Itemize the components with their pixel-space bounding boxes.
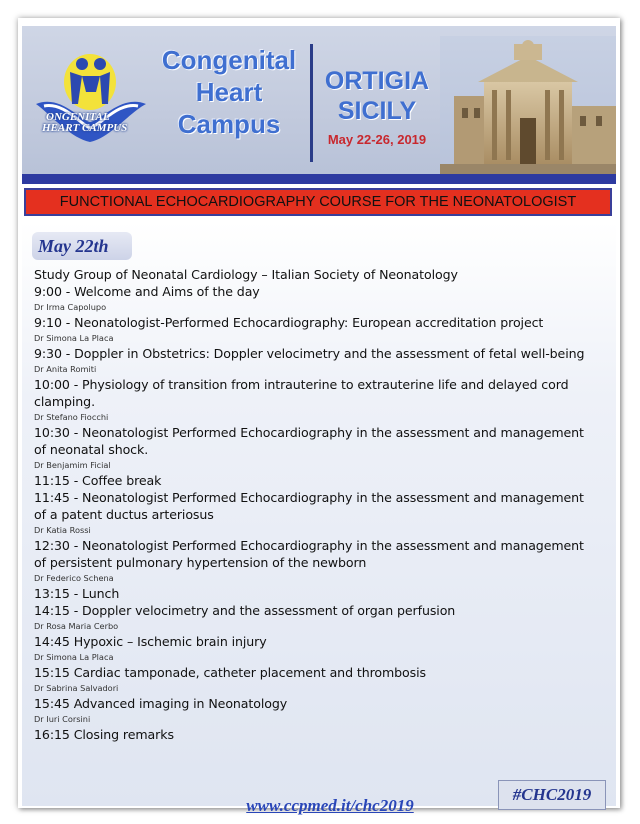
program-line: 9:10 - Neonatologist-Performed Echocardiography: European accreditation project: [34, 315, 544, 330]
program-line: 13:15 - Lunch: [34, 586, 120, 601]
speaker-name: Dr Rosa Maria Cerbo: [34, 621, 119, 631]
hashtag-badge: #CHC2019: [498, 780, 606, 810]
program-panel: [22, 222, 616, 815]
program-line: of a patent ductus arteriosus: [34, 507, 214, 522]
program-list: [34, 266, 610, 743]
event-title-line1: Congenital: [161, 45, 297, 75]
flyer-page: [18, 18, 620, 815]
program-line: 11:45 - Neonatologist Performed Echocardiography in the assessment and management: [34, 490, 584, 505]
banner-divider: [310, 44, 313, 162]
program-line: Study Group of Neonatal Cardiology – Italian Society of Neonatology: [34, 267, 458, 282]
event-title-line2: Heart: [195, 77, 263, 107]
speaker-name: Dr Anita Romiti: [34, 364, 97, 374]
program-line: clamping.: [34, 394, 95, 409]
event-dates: May 22-26, 2019: [327, 132, 427, 147]
program-line: 14:15 - Doppler velocimetry and the assessment of organ perfusion: [34, 603, 456, 618]
event-location: [314, 66, 440, 126]
location-line1: ORTIGIA: [324, 67, 430, 95]
logo-wordmark-line1: ONGENITAL: [46, 111, 110, 123]
speaker-name: Dr Irma Capolupo: [34, 302, 107, 312]
logo-wordmark-line2: HEART CAMPUS: [42, 122, 128, 134]
cathedral-photo: [440, 36, 616, 174]
program-line: 16:15 Closing remarks: [34, 727, 174, 742]
heart-campus-logo: [30, 42, 150, 152]
program-line: 9:30 - Doppler in Obstetrics: Doppler velocimetry and the assessment of fetal well-being: [34, 346, 585, 361]
speaker-name: Dr Stefano Fiocchi: [34, 412, 109, 422]
speaker-name: Dr Iuri Corsini: [34, 714, 91, 724]
program-line: 10:00 - Physiology of transition from intrauterine to extrauterine life and delayed cord: [34, 377, 569, 392]
program-line: 9:00 - Welcome and Aims of the day: [34, 284, 260, 299]
speaker-name: Dr Federico Schena: [34, 573, 114, 583]
logo-wordmark: [32, 112, 152, 134]
speaker-name: Dr Benjamim Ficial: [34, 460, 111, 470]
speaker-name: Dr Sabrina Salvadori: [34, 683, 119, 693]
speaker-name: Dr Katia Rossi: [34, 525, 91, 535]
speaker-name: Dr Simona La Placa: [34, 652, 114, 662]
program-line: 15:45 Advanced imaging in Neonatology: [34, 696, 288, 711]
event-title: [154, 44, 304, 140]
program-line: 12:30 - Neonatologist Performed Echocardiography in the assessment and management: [34, 538, 584, 553]
program-line: of neonatal shock.: [34, 442, 149, 457]
program-line: of persistent pulmonary hypertension of the newborn: [34, 555, 367, 570]
day-heading: May 22th: [32, 232, 132, 260]
program-line: 11:15 - Coffee break: [34, 473, 162, 488]
program-line: 14:45 Hypoxic – Ischemic brain injury: [34, 634, 267, 649]
header-banner: [22, 26, 616, 174]
program-line: 10:30 - Neonatologist Performed Echocardiography in the assessment and management: [34, 425, 584, 440]
navy-divider-bar: [22, 174, 616, 184]
course-title: FUNCTIONAL ECHOCARDIOGRAPHY COURSE FOR THE NEONATOLOGIST: [24, 188, 612, 216]
website-link[interactable]: www.ccpmed.it/chc2019: [246, 796, 414, 815]
program-line: 15:15 Cardiac tamponade, catheter placement and thrombosis: [34, 665, 426, 680]
speaker-name: Dr Simona La Placa: [34, 333, 114, 343]
event-title-line3: Campus: [177, 109, 281, 139]
location-line2: SICILY: [337, 97, 417, 125]
